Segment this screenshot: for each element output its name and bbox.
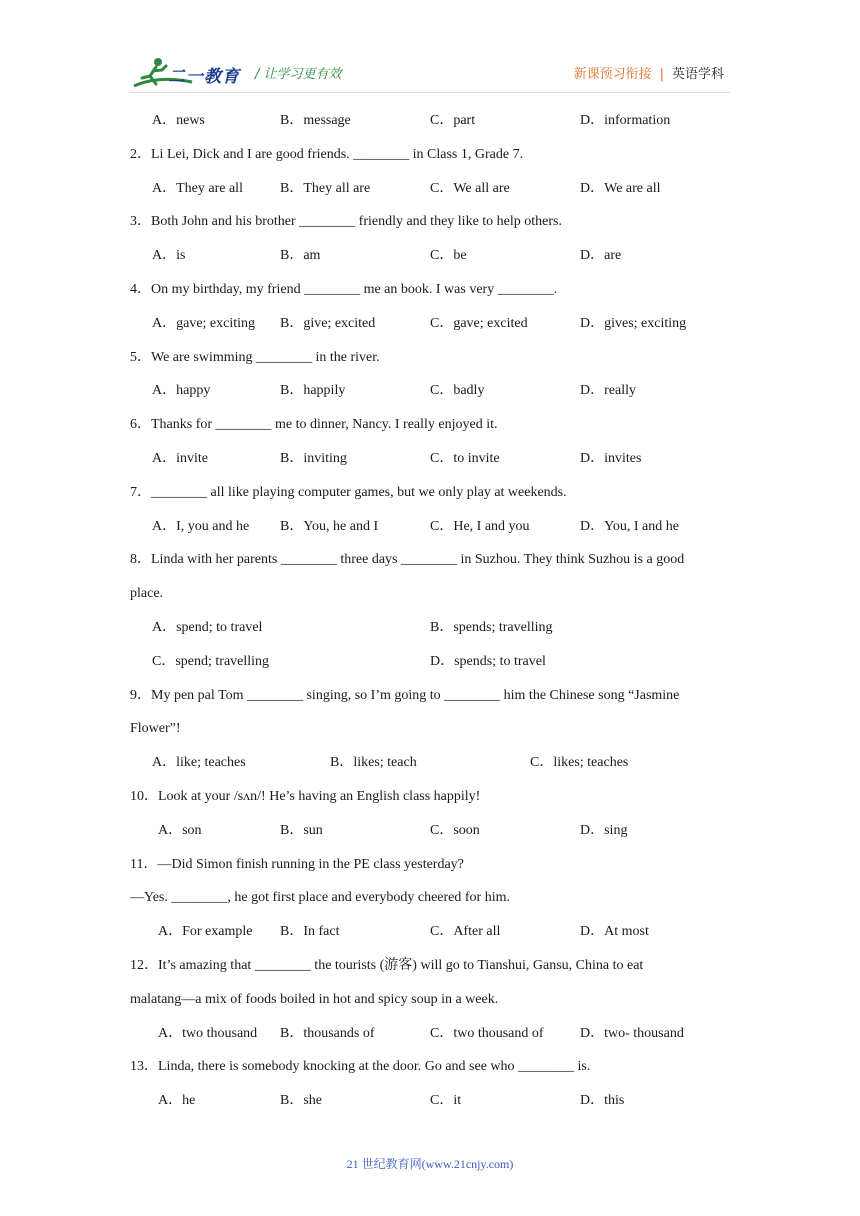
options-row xyxy=(130,104,736,138)
answer-option: D．information xyxy=(580,113,671,128)
answer-option: A．news xyxy=(152,113,205,128)
answer-option: C．soon xyxy=(430,822,480,838)
answer-option: A．gave; exciting xyxy=(152,315,256,331)
answer-option: D．spends; to travel xyxy=(430,653,546,669)
question xyxy=(130,205,736,273)
question-stem: 10．Look at your /sʌn/! He’s having an English class happily! xyxy=(130,788,481,804)
question-stem: 6．Thanks for ________ me to dinner, Nancy. I really enjoyed it. xyxy=(130,417,498,433)
answer-option: D．are xyxy=(580,248,622,264)
answer-option: B．likes; teach xyxy=(330,755,417,771)
question-stem: 8．Linda with her parents ________ three days ________ in Suzhou. They think Suzhou is a good xyxy=(130,552,685,568)
question-stem: Flower”! xyxy=(130,721,181,737)
answer-option: B．happily xyxy=(280,383,346,399)
answer-option: B．In fact xyxy=(280,924,340,940)
answer-option: C．spend; travelling xyxy=(152,653,270,669)
options-row xyxy=(130,645,736,679)
options-row xyxy=(130,307,736,341)
options-row xyxy=(130,510,736,544)
slogan: / 让学习更有效 xyxy=(255,67,342,82)
options-row xyxy=(130,915,736,949)
answer-option: C．badly xyxy=(430,383,485,399)
answer-option: B．inviting xyxy=(280,450,347,466)
options-row xyxy=(130,611,736,645)
answer-option: A．son xyxy=(158,822,202,838)
question xyxy=(130,949,736,1050)
question-stem: malatang—a mix of foods boiled in hot and spicy soup in a week. xyxy=(130,991,499,1007)
answer-option: C．be xyxy=(430,248,467,264)
question-stem: 5．We are swimming ________ in the river. xyxy=(130,349,380,365)
answer-option: A．I, you and he xyxy=(152,518,250,534)
question-stem: —Yes. ________, he got first place and everybody cheered for him. xyxy=(130,890,510,906)
answer-option: D．gives; exciting xyxy=(580,315,687,331)
question xyxy=(130,138,736,206)
answer-option: D．You, I and he xyxy=(580,518,679,534)
answer-option: C．gave; excited xyxy=(430,315,528,331)
question-stem: 13．Linda, there is somebody knocking at the door. Go and see who ________ is. xyxy=(130,1059,591,1075)
question-stem: 12．It’s amazing that ________ the tourists (游客) will go to Tianshui, Gansu, China to eat xyxy=(130,957,644,973)
answer-option: B．spends; travelling xyxy=(430,619,553,635)
course-label: 新课预习衔接 xyxy=(573,67,652,82)
answer-option: B．They all are xyxy=(280,180,371,196)
answer-option: A．is xyxy=(152,248,186,264)
answer-option: A．They are all xyxy=(152,180,243,196)
answer-option: A．he xyxy=(158,1093,196,1109)
question xyxy=(130,476,736,544)
answer-option: B．message xyxy=(280,113,351,128)
answer-option: A．For example xyxy=(158,924,253,940)
options-row xyxy=(130,239,736,273)
options-row xyxy=(130,172,736,206)
question-stem: place. xyxy=(130,586,164,602)
subject-label: 英语学科 xyxy=(671,67,724,82)
answer-option: B．sun xyxy=(280,822,323,838)
answer-option: A．two thousand xyxy=(158,1025,258,1041)
answer-option: B．You, he and I xyxy=(280,518,379,534)
answer-option: B．she xyxy=(280,1093,322,1109)
answer-option: A．happy xyxy=(152,383,211,399)
question-stem: 11．—Did Simon finish running in the PE class yesterday? xyxy=(130,856,464,872)
answer-option: C．We all are xyxy=(430,180,510,196)
options-row xyxy=(130,1017,736,1051)
question xyxy=(130,1050,736,1118)
question-stem: 4．On my birthday, my friend ________ me an book. I was very ________. xyxy=(130,281,558,297)
options-row xyxy=(130,374,736,408)
question-list xyxy=(130,104,736,1118)
answer-option: D．two- thousand xyxy=(580,1025,684,1041)
answer-option: D．invites xyxy=(580,450,642,466)
question xyxy=(130,273,736,341)
page-footer: 21 世纪教育网(www.21cnjy.com) xyxy=(346,1157,514,1171)
options-row xyxy=(130,442,736,476)
answer-option: B．give; excited xyxy=(280,315,376,331)
answer-option: B．thousands of xyxy=(280,1025,375,1041)
answer-option: C．After all xyxy=(430,924,501,940)
question-stem: 2．Li Lei, Dick and I are good friends. ________ in Class 1, Grade 7. xyxy=(130,146,524,162)
answer-option: D．At most xyxy=(580,924,649,940)
header-right xyxy=(574,63,724,82)
question xyxy=(130,543,736,678)
answer-option: C．two thousand of xyxy=(430,1025,544,1041)
answer-option: D．We are all xyxy=(580,180,661,196)
answer-option: C．part xyxy=(430,113,476,128)
options-row xyxy=(130,814,736,848)
answer-option: A．spend; to travel xyxy=(152,619,263,635)
options-row xyxy=(130,746,736,780)
question xyxy=(130,104,736,138)
header-divider xyxy=(130,92,730,93)
page-header xyxy=(0,0,860,100)
answer-option: D．sing xyxy=(580,822,628,838)
answer-option: C．to invite xyxy=(430,450,500,466)
answer-option: B．am xyxy=(280,248,321,264)
options-row xyxy=(130,1084,736,1118)
question-stem: 9．My pen pal Tom ________ singing, so I’m going to ________ him the Chinese song “Jasmine xyxy=(130,687,680,703)
answer-option: D．really xyxy=(580,383,636,399)
answer-option: A．invite xyxy=(152,450,208,466)
answer-option: C．it xyxy=(430,1093,462,1109)
question xyxy=(130,408,736,476)
question xyxy=(130,679,736,780)
question xyxy=(130,848,736,949)
answer-option: C．likes; teaches xyxy=(530,755,629,771)
logo-text: 二一教育 xyxy=(168,67,240,87)
answer-option: A．like; teaches xyxy=(152,755,246,771)
question xyxy=(130,780,736,848)
question-stem: 3．Both John and his brother ________ friendly and they like to help others. xyxy=(130,214,562,230)
question xyxy=(130,341,736,409)
answer-option: D．this xyxy=(580,1093,625,1109)
question-stem: 7．________ all like playing computer games, but we only play at weekends. xyxy=(130,484,567,500)
answer-option: C．He, I and you xyxy=(430,518,530,534)
header-separator: | xyxy=(659,67,664,82)
